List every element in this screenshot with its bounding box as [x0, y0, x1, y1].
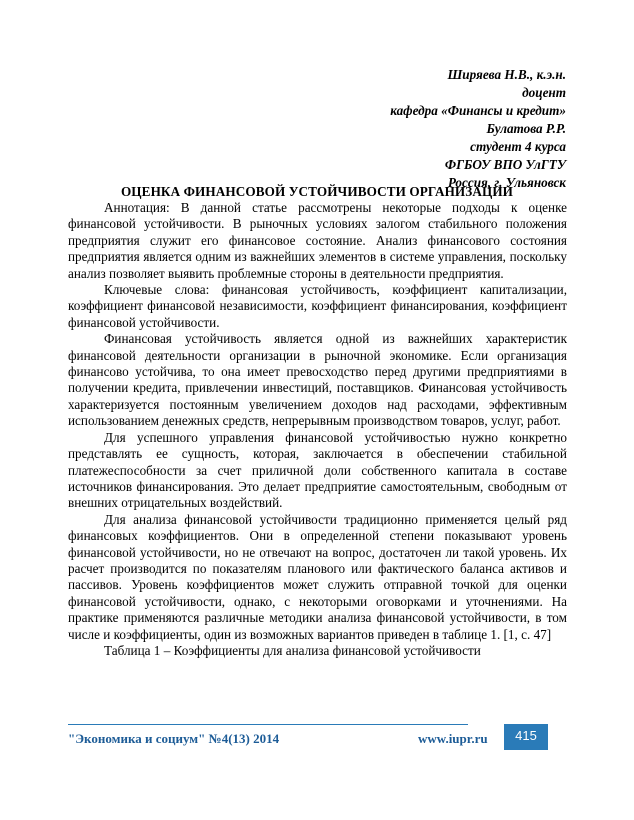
body-paragraph-3: Для анализа финансовой устойчивости традиционно применяется целый ряд финансовых коэффициентов. Они в определенной степени показывают уровень финансовой устойчивости, но не отвечают на вопрос, достаточен ли такой уровень. Их расчет производится по показателям планового или фактического баланса активов и пассивов. Уровень коэффициентов может служить отправной точкой для оценки финансовой устойчивости, однако, с некоторыми оговорками и уточнениями. На практике применяются различные методики анализа финансовой устойчивости, в том числе и коэффициенты, один из возможных вариантов приведен в таблице 1. [1, с. 47]: [68, 511, 567, 642]
author-institution: ФГБОУ ВПО УлГТУ: [444, 157, 566, 172]
body-paragraph-1: Финансовая устойчивость является одной из важнейших характеристик финансовой деятельности организации в рыночной экономике. Если организация финансово устойчива, то она имеет превосходство перед другими предприятиями в получении кредита, привлечении инвестиций, поставщиков. Финансовая устойчивость характеризуется постоянным увеличением доходов над расходами, эффективным использованием денежных средств, непрерывным производством товаров, услуг, работ.: [68, 331, 567, 429]
article-title: ОЦЕНКА ФИНАНСОВОЙ УСТОЙЧИВОСТИ ОРГАНИЗАЦИИ: [120, 184, 514, 199]
author-name-1: Ширяева Н.В., к.э.н.: [447, 67, 566, 82]
author-position-1: доцент: [522, 85, 566, 100]
keywords-paragraph: Ключевые слова: финансовая устойчивость, коэффициент капитализации, коэффициент финансовой независимости, коэффициент финансирования, коэффициент финансовой устойчивости.: [68, 282, 567, 330]
abstract-paragraph: Аннотация: В данной статье рассмотрены некоторые подходы к оценке финансовой устойчивости. В рыночных условиях залогом стабильного положения предприятия служит его финансовое состояние. Анализ финансового состояния предприятия является одним из важнейших элементов в системе управления, поскольку анализ позволяет выявить проблемные стороны в деятельности предприятия.: [68, 200, 567, 281]
body-paragraph-2: Для успешного управления финансовой устойчивостью нужно конкретно представлять ее сущность, которая, заключается в обеспечении стабильной платежеспособности за счет приличной доли собственного капитала в составе источников финансирования. Это делает предприятие самостоятельным, свободным от внешних отрицательных воздействий.: [68, 429, 567, 511]
article-body: [68, 200, 567, 659]
author-block: [390, 66, 566, 192]
author-department: кафедра «Финансы и кредит»: [390, 103, 566, 118]
footer-divider: [68, 724, 468, 725]
journal-name: "Экономика и социум" №4(13) 2014: [68, 731, 280, 746]
author-location: Россия, г. Ульяновск: [447, 175, 566, 190]
journal-url[interactable]: www.iupr.ru: [418, 731, 488, 746]
author-position-2: студент 4 курса: [470, 139, 566, 154]
page-number: 415: [504, 724, 548, 750]
author-name-2: Булатова Р.Р.: [486, 121, 566, 136]
table-caption: Таблица 1 – Коэффициенты для анализа финансовой устойчивости: [104, 642, 481, 658]
